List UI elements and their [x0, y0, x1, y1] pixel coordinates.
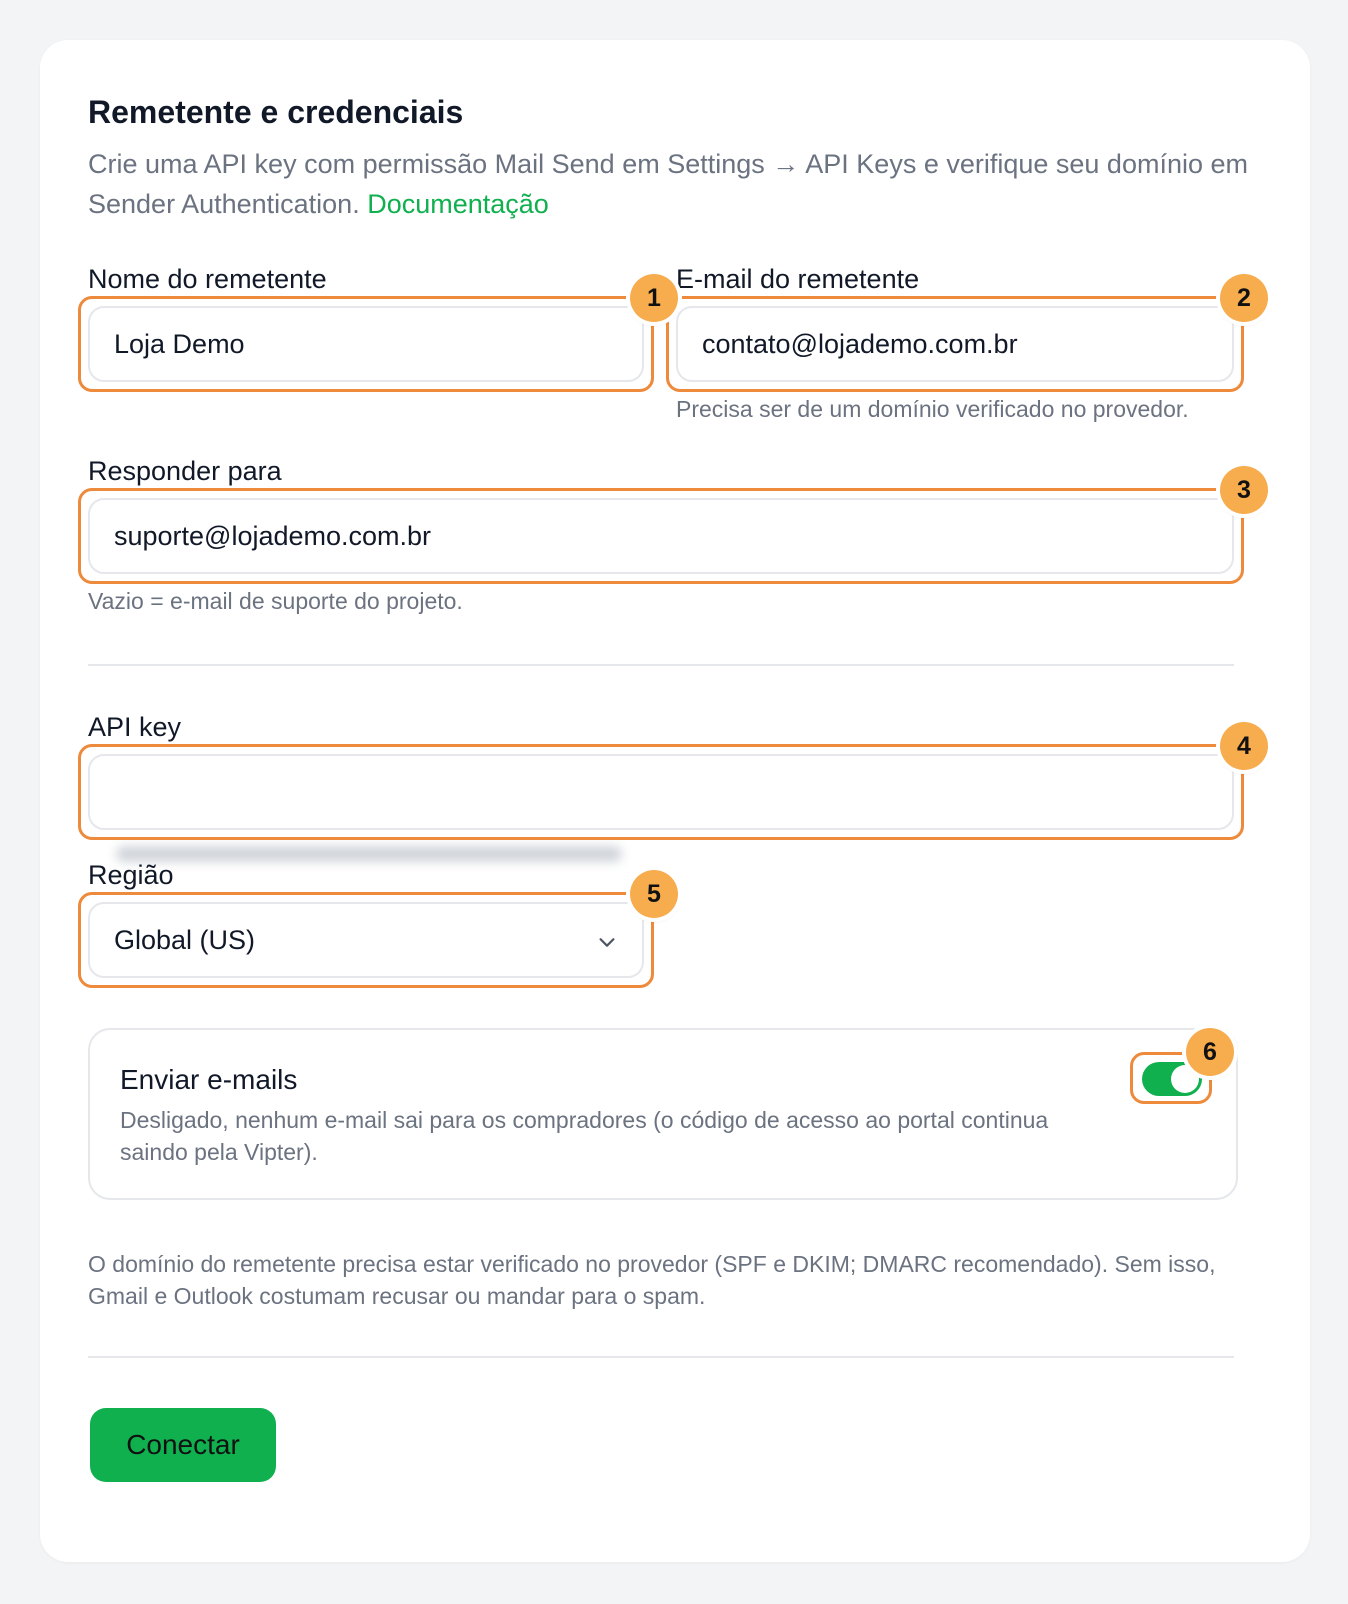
chevron-down-icon — [596, 931, 618, 953]
sender-email-input[interactable] — [676, 306, 1234, 382]
section-description — [88, 144, 1288, 224]
documentation-link[interactable]: Documentação — [367, 189, 549, 219]
annotation-badge-4: 4 — [1220, 722, 1268, 770]
send-emails-setting — [88, 1028, 1238, 1200]
region-label: Região — [88, 860, 174, 890]
api-key-masked-value — [116, 846, 622, 862]
sender-name-input[interactable] — [88, 306, 644, 382]
connect-button[interactable]: Conectar — [90, 1408, 276, 1482]
reply-to-hint: Vazio = e-mail de suporte do projeto. — [88, 588, 463, 614]
footer-divider — [88, 1356, 1234, 1358]
annotation-badge-3: 3 — [1220, 466, 1268, 514]
annotation-badge-2: 2 — [1220, 274, 1268, 322]
api-key-label: API key — [88, 712, 182, 742]
reply-to-label: Responder para — [88, 456, 282, 486]
send-emails-description: Desligado, nenhum e-mail sai para os compradores (o código de acesso ao portal continua saindo pela Vipter). — [120, 1107, 1049, 1165]
sender-email-label: E-mail do remetente — [676, 264, 920, 294]
section-title: Remetente e credenciais — [88, 94, 464, 130]
annotation-badge-6: 6 — [1186, 1028, 1234, 1076]
domain-verification-note: O domínio do remetente precisa estar verificado no provedor (SPF e DKIM; DMARC recomendado). Sem isso, Gmail e Outlook costumam recusar ou mandar para o spam. — [88, 1251, 1216, 1309]
send-emails-title: Enviar e-mails — [120, 1064, 298, 1095]
sender-email-hint: Precisa ser de um domínio verificado no provedor. — [676, 396, 1189, 422]
toggle-knob — [1171, 1065, 1199, 1093]
api-key-input[interactable] — [88, 754, 1234, 830]
settings-card — [40, 40, 1310, 1562]
sender-name-label: Nome do remetente — [88, 264, 327, 294]
annotation-badge-1: 1 — [630, 274, 678, 322]
section-divider — [88, 664, 1234, 666]
description-text: Crie uma API key com permissão Mail Send em Settings → API Keys e verifique seu domínio em Sender Authentication. — [88, 149, 1248, 219]
send-emails-toggle[interactable] — [1142, 1062, 1202, 1096]
region-selected-value: Global (US) — [114, 924, 256, 955]
reply-to-input[interactable] — [88, 498, 1234, 574]
region-select[interactable] — [88, 902, 644, 978]
annotation-badge-5: 5 — [630, 870, 678, 918]
